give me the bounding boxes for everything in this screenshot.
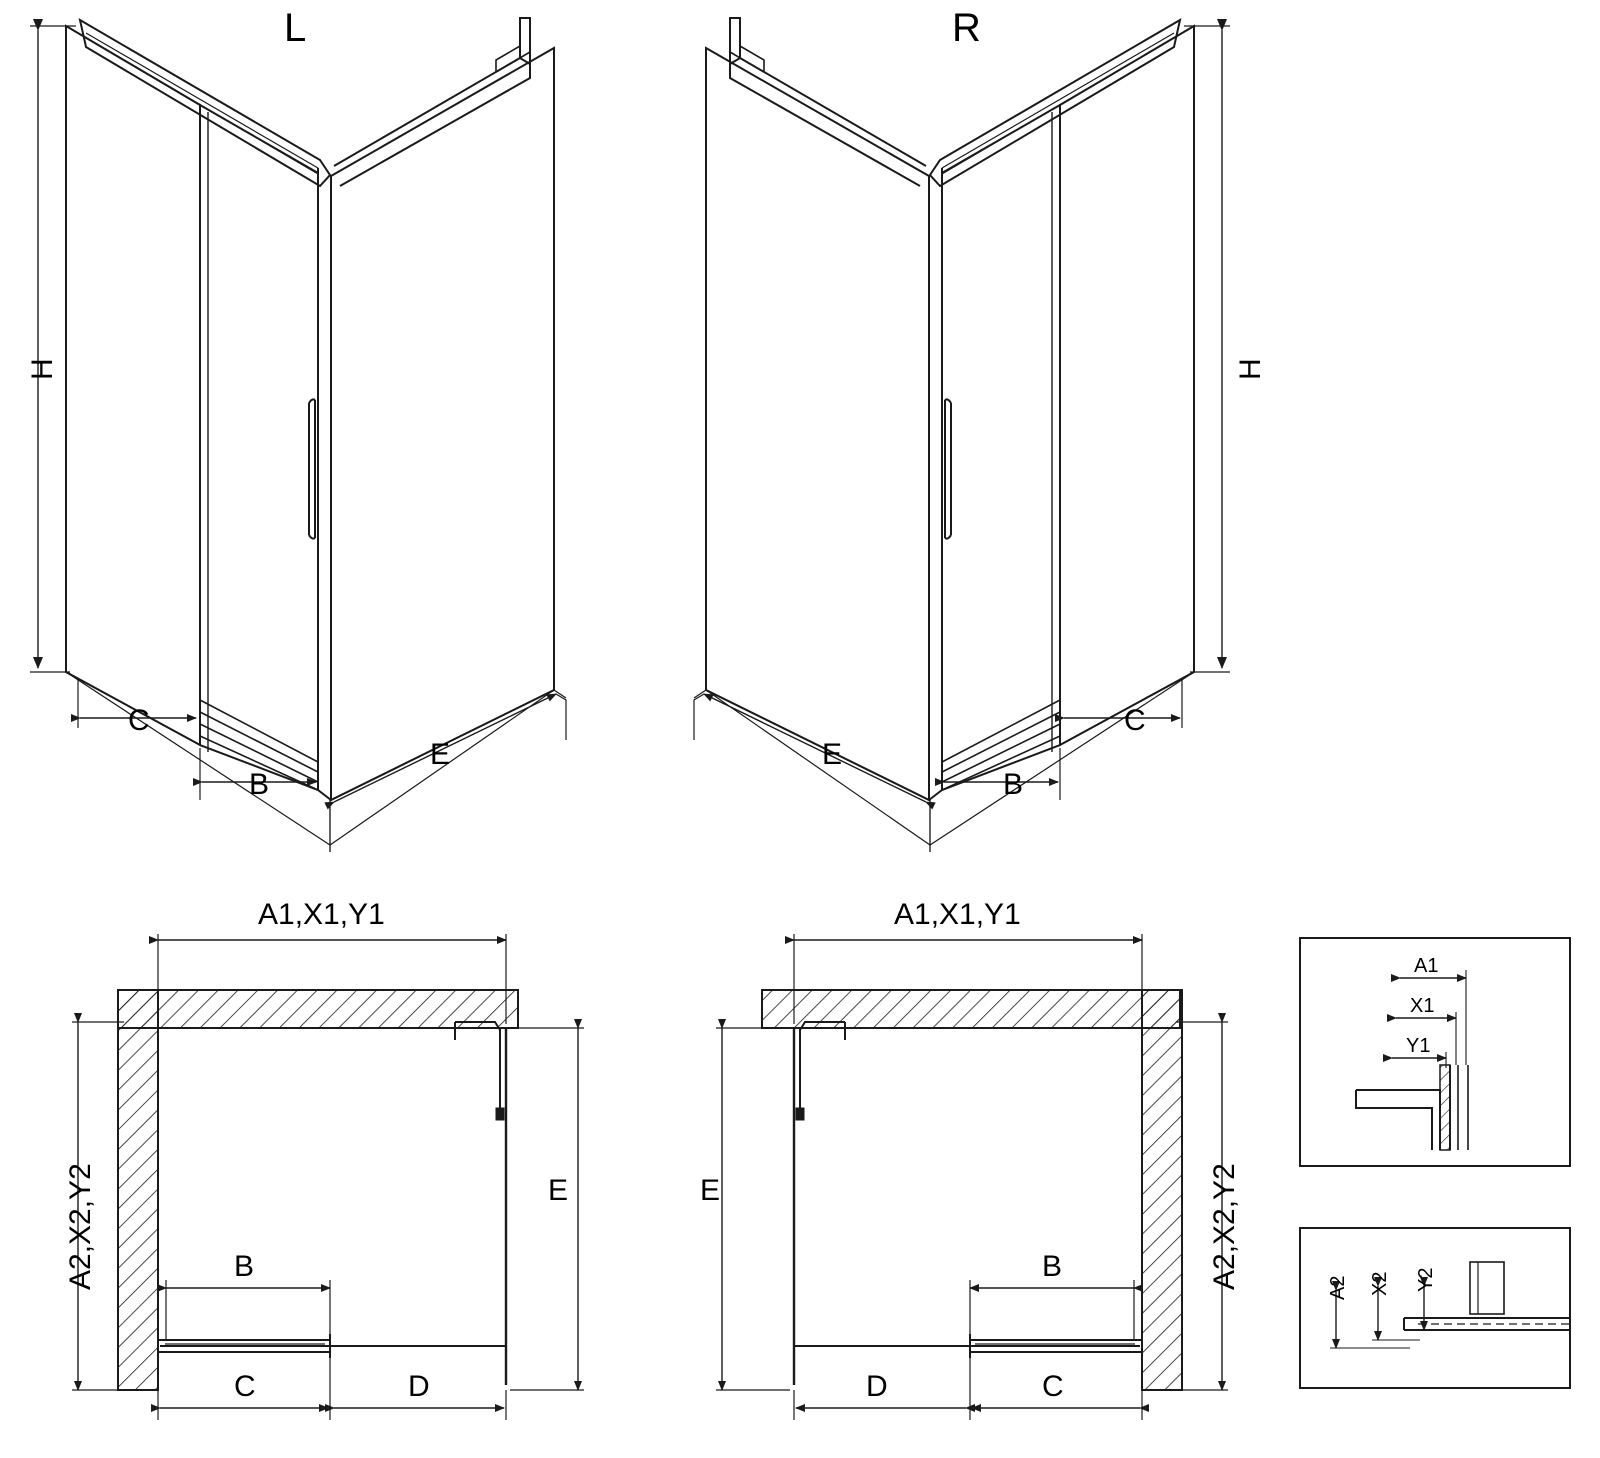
dim-label-e-plan-left: E — [548, 1174, 569, 1207]
dim-label-a2x2y2-plan-right: A2,X2,Y2 — [1208, 1163, 1241, 1290]
detail-dim-y2: Y2 — [1415, 1267, 1437, 1292]
dim-label-c-plan-left: C — [234, 1370, 256, 1403]
detail-dim-a2: A2 — [1327, 1275, 1349, 1300]
dim-label-b-iso-left: B — [249, 768, 270, 801]
dim-label-a1x1y1-plan-left: A1,X1,Y1 — [258, 898, 385, 931]
dim-label-c-plan-right: C — [1042, 1370, 1064, 1403]
dim-label-a1x1y1-plan-right: A1,X1,Y1 — [894, 898, 1021, 931]
dim-label-b-plan-right: B — [1042, 1250, 1063, 1283]
dim-label-b-plan-left: B — [234, 1250, 255, 1283]
detail-dim-x1: X1 — [1410, 995, 1435, 1017]
detail-dim-x2: X2 — [1369, 1271, 1391, 1296]
dim-label-c-iso-right: C — [1124, 704, 1146, 737]
dim-label-e-iso-left: E — [430, 738, 451, 771]
dim-label-a2x2y2-plan-left: A2,X2,Y2 — [64, 1163, 97, 1290]
dim-label-h-right: H — [1234, 358, 1267, 380]
dim-label-d-plan-right: D — [866, 1370, 888, 1403]
view-title-left: L — [284, 6, 307, 50]
dim-label-b-iso-right: B — [1003, 768, 1024, 801]
dim-label-h-left: H — [26, 358, 59, 380]
dim-label-d-plan-left: D — [408, 1370, 430, 1403]
detail-dim-y1: Y1 — [1406, 1035, 1431, 1057]
dim-label-e-iso-right: E — [822, 738, 843, 771]
view-title-right: R — [952, 6, 981, 50]
dim-label-c-iso-left: C — [128, 704, 150, 737]
detail-dim-a1: A1 — [1414, 955, 1439, 977]
dim-label-e-plan-right: E — [700, 1174, 721, 1207]
